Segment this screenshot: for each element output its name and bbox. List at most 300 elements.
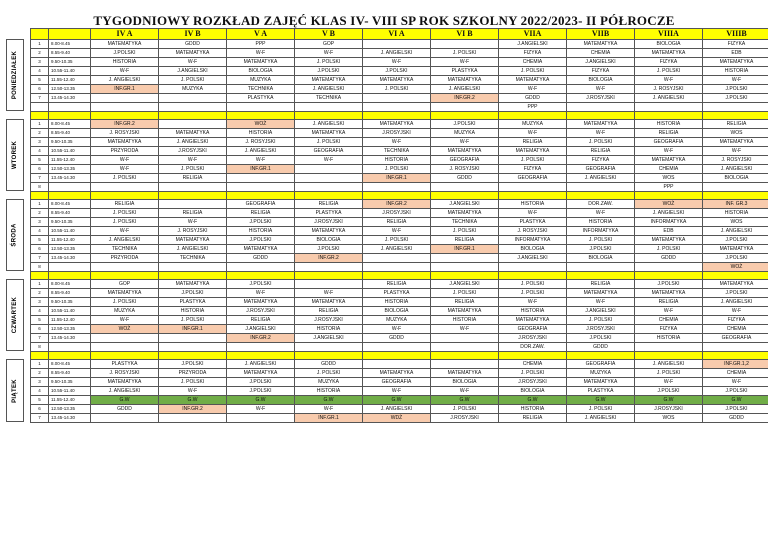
subject-cell: J.ANGIELSKI — [431, 280, 499, 289]
subject-cell: W-F — [295, 156, 363, 165]
lesson-number: 6 — [31, 405, 49, 414]
separator-cell — [567, 192, 635, 200]
subject-cell: PRZYRODA — [91, 147, 159, 156]
table-row — [31, 334, 768, 343]
subject-cell: MATEMATYKA — [635, 156, 703, 165]
subject-cell: CHEMIA — [703, 369, 768, 378]
table-row — [31, 147, 768, 156]
subject-cell: PLASTYKA — [159, 298, 227, 307]
subject-cell — [91, 343, 159, 352]
subject-cell: J. ANGIELSKI — [567, 174, 635, 183]
lesson-time: 13.45-14.30 — [49, 174, 91, 183]
subject-cell: J.POLSKI — [567, 334, 635, 343]
subject-cell: W-F — [635, 76, 703, 85]
subject-cell: GEOGRAFIA — [295, 147, 363, 156]
subject-cell: EDB — [635, 227, 703, 236]
separator-cell — [295, 192, 363, 200]
lesson-number: 8 — [31, 263, 49, 272]
subject-cell: MATEMATYKA — [567, 40, 635, 49]
lesson-time: 8.00-8.45 — [49, 200, 91, 209]
lesson-time: 11.55-12.40 — [49, 156, 91, 165]
subject-cell: G.W — [431, 396, 499, 405]
subject-cell — [499, 263, 567, 272]
lesson-time: 12.50-13.35 — [49, 325, 91, 334]
subject-cell — [227, 103, 295, 112]
subject-cell: MUZYKA — [295, 378, 363, 387]
subject-cell: MUZYKA — [567, 369, 635, 378]
lesson-time: 9.50-10.35 — [49, 138, 91, 147]
separator-cell — [363, 352, 431, 360]
subject-cell: J.ANGIELSKI — [227, 325, 295, 334]
subject-cell: HISTORIA — [295, 387, 363, 396]
table-row — [31, 387, 768, 396]
lesson-number: 6 — [31, 85, 49, 94]
subject-cell: J. POLSKI — [431, 49, 499, 58]
subject-cell: PLASTYKA — [499, 218, 567, 227]
separator-cell — [431, 272, 499, 280]
subject-cell: J. ROSYJSKI — [91, 129, 159, 138]
subject-cell: J. POLSKI — [635, 67, 703, 76]
subject-cell — [431, 263, 499, 272]
subject-cell: GDDD — [295, 360, 363, 369]
subject-cell: MATEMATYKA — [363, 369, 431, 378]
subject-cell: G.W — [295, 396, 363, 405]
subject-cell: PPP — [499, 103, 567, 112]
subject-cell: EDB — [703, 49, 768, 58]
subject-cell — [431, 334, 499, 343]
separator-cell — [295, 352, 363, 360]
separator-cell — [567, 112, 635, 120]
subject-cell: HISTORIA — [499, 307, 567, 316]
subject-cell: J. ANGIELSKI — [635, 360, 703, 369]
subject-cell: J.POLSKI — [295, 67, 363, 76]
day-separator-row — [31, 192, 768, 200]
subject-cell: W-F — [703, 378, 768, 387]
subject-cell: J. ROSYJSKI — [159, 227, 227, 236]
subject-cell: PRZYRODA — [91, 254, 159, 263]
table-row — [31, 316, 768, 325]
subject-cell: DOR.ZAW. — [567, 200, 635, 209]
table-row — [31, 138, 768, 147]
subject-cell: W-F — [499, 129, 567, 138]
subject-cell: J.POLSKI — [227, 218, 295, 227]
subject-cell: MATEMATYKA — [295, 129, 363, 138]
table-row — [31, 85, 768, 94]
subject-cell: J. ROSYJSKI — [431, 165, 499, 174]
lesson-number: 7 — [31, 254, 49, 263]
subject-cell: HISTORIA — [431, 316, 499, 325]
separator-cell — [159, 352, 227, 360]
lesson-time: 10.55-11.40 — [49, 387, 91, 396]
header-blank — [31, 192, 49, 200]
lesson-time: 12.50-13.35 — [49, 85, 91, 94]
subject-cell: J.POLSKI — [159, 289, 227, 298]
subject-cell: W-F — [431, 387, 499, 396]
subject-cell: RELIGIA — [159, 174, 227, 183]
subject-cell — [363, 254, 431, 263]
subject-cell: W-F — [363, 138, 431, 147]
subject-cell — [431, 254, 499, 263]
subject-cell: MATEMATYKA — [159, 129, 227, 138]
day-separator-row — [31, 272, 768, 280]
subject-cell: W-F — [363, 227, 431, 236]
subject-cell: W-F — [91, 156, 159, 165]
subject-cell: W-F — [295, 289, 363, 298]
subject-cell: MATEMATYKA — [227, 245, 295, 254]
subject-cell: PPP — [635, 183, 703, 192]
separator-cell — [431, 112, 499, 120]
subject-cell — [431, 40, 499, 49]
separator-cell — [91, 352, 159, 360]
subject-cell: WOŻ — [635, 200, 703, 209]
lesson-number: 2 — [31, 289, 49, 298]
lesson-time: 10.55-11.40 — [49, 67, 91, 76]
lesson-number: 1 — [31, 280, 49, 289]
header-blank — [49, 192, 91, 200]
subject-cell: MATEMATYKA — [499, 316, 567, 325]
subject-cell: HISTORIA — [499, 405, 567, 414]
separator-cell — [363, 112, 431, 120]
separator-cell — [227, 352, 295, 360]
subject-cell: J.POLSKI — [635, 387, 703, 396]
subject-cell: J. POLSKI — [567, 316, 635, 325]
lesson-time: 8.55-9.40 — [49, 129, 91, 138]
subject-cell: GOP — [91, 280, 159, 289]
subject-cell: GEOGRAFIA — [499, 174, 567, 183]
table-row — [31, 103, 768, 112]
subject-cell: J.POLSKI — [703, 94, 768, 103]
subject-cell: BIOLOGIA — [431, 378, 499, 387]
subject-cell — [295, 343, 363, 352]
lesson-number: 6 — [31, 245, 49, 254]
lesson-number: 2 — [31, 129, 49, 138]
separator-cell — [431, 352, 499, 360]
subject-cell: J.POLSKI — [431, 120, 499, 129]
lesson-time: 13.45-14.30 — [49, 254, 91, 263]
subject-cell: W-F — [227, 49, 295, 58]
subject-cell: GDDD — [227, 254, 295, 263]
subject-cell: J. POLSKI — [431, 405, 499, 414]
subject-cell: J. ROSYJSKI — [635, 85, 703, 94]
subject-cell: INF.GR.2 — [363, 200, 431, 209]
lesson-time: 13.45-14.30 — [49, 334, 91, 343]
subject-cell: J.POLSKI — [227, 378, 295, 387]
subject-cell: J. POLSKI — [499, 369, 567, 378]
subject-cell: WOS — [703, 218, 768, 227]
subject-cell: RELIGIA — [363, 280, 431, 289]
subject-cell — [159, 94, 227, 103]
subject-cell: TECHNIKA — [295, 94, 363, 103]
separator-cell — [159, 112, 227, 120]
subject-cell: W-F — [431, 138, 499, 147]
subject-cell: MATEMATYKA — [431, 147, 499, 156]
subject-cell: GDDD — [635, 254, 703, 263]
subject-cell: J. ROSYJSKI — [499, 227, 567, 236]
subject-cell: J.ROSYJSKI — [567, 94, 635, 103]
lesson-time: 8.00-8.45 — [49, 40, 91, 49]
subject-cell — [431, 343, 499, 352]
separator-cell — [703, 192, 768, 200]
subject-cell — [703, 343, 768, 352]
subject-cell: GEOGRAFIA — [499, 325, 567, 334]
subject-cell: J. POLSKI — [91, 218, 159, 227]
header-blank — [31, 272, 49, 280]
subject-cell: RELIGIA — [295, 307, 363, 316]
subject-cell: J.POLSKI — [227, 280, 295, 289]
subject-cell: MATEMATYKA — [91, 378, 159, 387]
subject-cell: FIZYKA — [703, 316, 768, 325]
subject-cell — [567, 103, 635, 112]
subject-cell — [567, 263, 635, 272]
lesson-time — [49, 183, 91, 192]
subject-cell: W-F — [431, 325, 499, 334]
subject-cell: W-F — [635, 307, 703, 316]
subject-cell: J.POLSKI — [363, 67, 431, 76]
subject-cell: J. POLSKI — [91, 298, 159, 307]
subject-cell: J. ANGIELSKI — [703, 165, 768, 174]
subject-cell: J.ANGIELSKI — [567, 58, 635, 67]
lesson-number: 8 — [31, 183, 49, 192]
subject-cell — [159, 120, 227, 129]
subject-cell: W-F — [567, 298, 635, 307]
subject-cell — [227, 343, 295, 352]
subject-cell: W-F — [363, 58, 431, 67]
subject-cell: FIZYKA — [567, 156, 635, 165]
subject-cell: J.POLSKI — [703, 85, 768, 94]
table-row — [31, 396, 768, 405]
subject-cell — [227, 174, 295, 183]
lesson-number: 4 — [31, 147, 49, 156]
subject-cell: G.W — [363, 396, 431, 405]
subject-cell: MATEMATYKA — [363, 76, 431, 85]
subject-cell: W-F — [91, 67, 159, 76]
subject-cell: J.ANGIELSKI — [431, 200, 499, 209]
subject-cell: TECHNIKA — [363, 147, 431, 156]
lesson-number: 1 — [31, 120, 49, 129]
subject-cell: TECHNIKA — [159, 254, 227, 263]
subject-cell: PPP — [227, 40, 295, 49]
subject-cell: W-F — [91, 165, 159, 174]
subject-cell: RELIGIA — [567, 147, 635, 156]
subject-cell: J.POLSKI — [227, 236, 295, 245]
subject-cell — [703, 183, 768, 192]
table-row — [31, 325, 768, 334]
subject-cell: CHEMIA — [635, 165, 703, 174]
subject-cell: G.W — [159, 396, 227, 405]
subject-cell: J. POLSKI — [431, 289, 499, 298]
subject-cell: W-F — [635, 147, 703, 156]
subject-cell: J.ROSYJSKI — [431, 414, 499, 423]
lesson-number: 5 — [31, 76, 49, 85]
subject-cell: J. ANGIELSKI — [363, 405, 431, 414]
separator-cell — [635, 272, 703, 280]
subject-cell — [363, 103, 431, 112]
subject-cell: W-F — [91, 227, 159, 236]
subject-cell: INF.GR.1 — [431, 245, 499, 254]
subject-cell: W-F — [363, 387, 431, 396]
separator-cell — [159, 192, 227, 200]
day-label — [6, 359, 24, 422]
lesson-number: 7 — [31, 334, 49, 343]
subject-cell: J.POLSKI — [703, 289, 768, 298]
table-row — [31, 49, 768, 58]
lesson-time: 10.55-11.40 — [49, 307, 91, 316]
subject-cell: MATEMATYKA — [431, 209, 499, 218]
subject-cell — [635, 103, 703, 112]
subject-cell: GDDD — [499, 94, 567, 103]
subject-cell: J. ANGIELSKI — [635, 94, 703, 103]
table-row — [31, 227, 768, 236]
header-blank — [31, 29, 49, 40]
table-row — [31, 343, 768, 352]
subject-cell: W-F — [295, 405, 363, 414]
day-label-text: PIĄTEK — [12, 378, 18, 403]
class-header: VIIIA — [635, 29, 703, 40]
subject-cell: MATEMATYKA — [567, 120, 635, 129]
subject-cell: GDDD — [363, 334, 431, 343]
subject-cell: INF.GR.2 — [295, 254, 363, 263]
subject-cell: HISTORIA — [635, 120, 703, 129]
subject-cell — [91, 263, 159, 272]
lesson-time: 11.55-12.40 — [49, 316, 91, 325]
subject-cell: WOS — [635, 414, 703, 423]
lesson-time: 11.55-12.40 — [49, 76, 91, 85]
subject-cell: W-F — [499, 209, 567, 218]
separator-cell — [363, 272, 431, 280]
separator-cell — [567, 272, 635, 280]
lesson-number: 4 — [31, 387, 49, 396]
subject-cell: J. ANGIELSKI — [295, 85, 363, 94]
separator-cell — [91, 112, 159, 120]
subject-cell: J. ANGIELSKI — [431, 85, 499, 94]
separator-cell — [635, 192, 703, 200]
subject-cell: J.ROSYJSKI — [363, 129, 431, 138]
subject-cell: J.ROSYJSKI — [635, 405, 703, 414]
subject-cell: J.ANGIELSKI — [295, 334, 363, 343]
lesson-time: 11.55-12.40 — [49, 396, 91, 405]
header-blank — [49, 352, 91, 360]
subject-cell: MATEMATYKA — [499, 147, 567, 156]
subject-cell: RELIGIA — [431, 298, 499, 307]
subject-cell — [159, 103, 227, 112]
subject-cell: J. POLSKI — [159, 316, 227, 325]
subject-cell: J. POLSKI — [499, 156, 567, 165]
header-blank — [49, 112, 91, 120]
separator-cell — [499, 272, 567, 280]
subject-cell: J. ROSYJSKI — [703, 156, 768, 165]
subject-cell: WDŻ — [363, 414, 431, 423]
subject-cell — [91, 94, 159, 103]
subject-cell — [159, 334, 227, 343]
subject-cell: RELIGIA — [431, 236, 499, 245]
table-row — [31, 200, 768, 209]
subject-cell: J. ROSYJSKI — [91, 369, 159, 378]
subject-cell: G.W — [635, 396, 703, 405]
subject-cell — [295, 103, 363, 112]
lesson-number: 3 — [31, 138, 49, 147]
subject-cell: CHEMIA — [703, 325, 768, 334]
lesson-time: 9.50-10.35 — [49, 58, 91, 67]
subject-cell: RELIGIA — [703, 120, 768, 129]
subject-cell: J. ANGIELSKI — [91, 76, 159, 85]
subject-cell: MUZYKA — [227, 76, 295, 85]
subject-cell: MATEMATYKA — [295, 76, 363, 85]
subject-cell: W-F — [703, 76, 768, 85]
lesson-number: 1 — [31, 360, 49, 369]
table-row — [31, 120, 768, 129]
schedule-table — [30, 28, 768, 423]
lesson-number: 4 — [31, 227, 49, 236]
subject-cell: HISTORIA — [227, 227, 295, 236]
subject-cell: RELIGIA — [227, 209, 295, 218]
subject-cell: MUZYKA — [499, 120, 567, 129]
subject-cell — [91, 183, 159, 192]
subject-cell: G.W — [703, 396, 768, 405]
subject-cell: J. POLSKI — [567, 236, 635, 245]
separator-cell — [91, 192, 159, 200]
subject-cell: PLASTYKA — [363, 289, 431, 298]
class-header: IV B — [159, 29, 227, 40]
subject-cell: GDDD — [431, 174, 499, 183]
page-title: TYGODNIOWY ROZKŁAD ZAJĘĆ KLAS IV- VIII SP ROK SZKOLNY 2022/2023- II PÓŁROCZE — [93, 13, 675, 28]
subject-cell: J. ANGIELSKI — [567, 414, 635, 423]
subject-cell: MATEMATYKA — [91, 40, 159, 49]
subject-cell: GEOGRAFIA — [363, 378, 431, 387]
subject-cell: HISTORIA — [703, 209, 768, 218]
subject-cell: J. ANGIELSKI — [363, 245, 431, 254]
subject-cell: MATEMATYKA — [227, 298, 295, 307]
subject-cell: MATEMATYKA — [91, 289, 159, 298]
lesson-number: 3 — [31, 298, 49, 307]
separator-cell — [159, 272, 227, 280]
lesson-number: 7 — [31, 94, 49, 103]
separator-cell — [499, 352, 567, 360]
subject-cell: GDDD — [91, 405, 159, 414]
subject-cell: BIOLOGIA — [499, 245, 567, 254]
lesson-number: 2 — [31, 209, 49, 218]
subject-cell: J. ROSYJSKI — [227, 138, 295, 147]
subject-cell — [159, 343, 227, 352]
subject-cell: PLASTYKA — [431, 67, 499, 76]
subject-cell: INF. GR.3 — [703, 200, 768, 209]
header-blank — [49, 29, 91, 40]
subject-cell: J. POLSKI — [295, 58, 363, 67]
subject-cell: FIZYKA — [635, 58, 703, 67]
subject-cell: MATEMATYKA — [635, 49, 703, 58]
subject-cell — [91, 103, 159, 112]
subject-cell: MATEMATYKA — [91, 138, 159, 147]
subject-cell: MATEMATYKA — [703, 245, 768, 254]
lesson-time — [49, 103, 91, 112]
subject-cell — [159, 414, 227, 423]
subject-cell: MATEMATYKA — [431, 369, 499, 378]
subject-cell: MATEMATYKA — [567, 289, 635, 298]
subject-cell: INF.GR.1 — [159, 325, 227, 334]
lesson-time: 8.55-9.40 — [49, 209, 91, 218]
subject-cell: CHEMIA — [499, 360, 567, 369]
subject-cell: HISTORIA — [295, 325, 363, 334]
separator-cell — [703, 272, 768, 280]
subject-cell: W-F — [703, 307, 768, 316]
subject-cell: INF.GR.2 — [159, 405, 227, 414]
subject-cell: CHEMIA — [499, 58, 567, 67]
subject-cell: MUZYKA — [91, 307, 159, 316]
table-row — [31, 405, 768, 414]
subject-cell — [635, 263, 703, 272]
subject-cell: J. POLSKI — [431, 227, 499, 236]
subject-cell: PRZYRODA — [159, 369, 227, 378]
day-label — [6, 199, 24, 271]
